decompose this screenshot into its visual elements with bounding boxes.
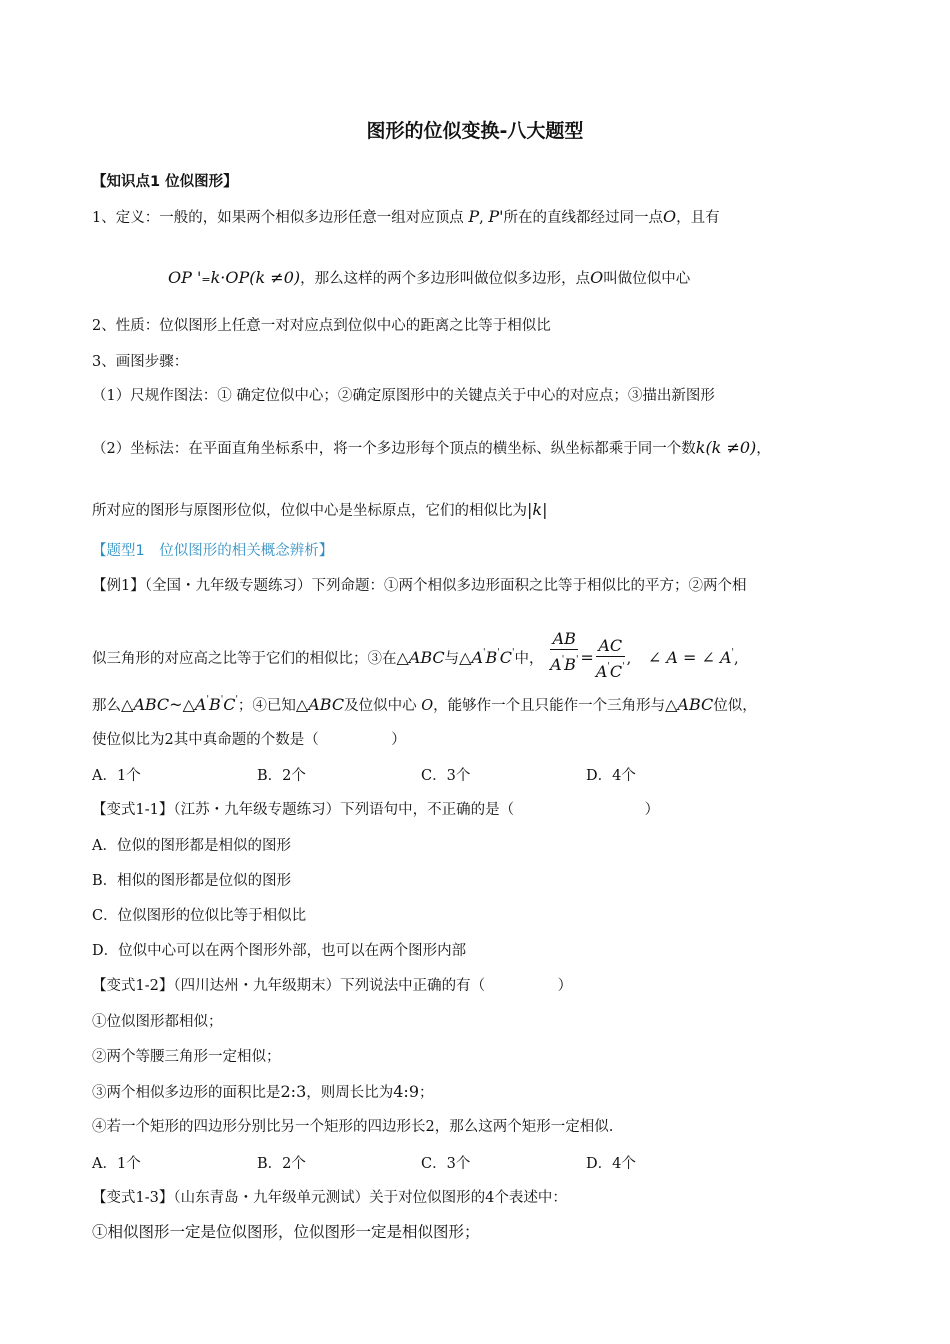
- math-B-3: B: [208, 695, 221, 714]
- math-P: P: [468, 207, 480, 226]
- example-1-text-c5: 位似，: [713, 698, 757, 714]
- variant-1-2-statement-1: ①位似图形都相似；: [92, 1014, 223, 1030]
- math-ABC-4: ABC: [677, 695, 714, 714]
- variant-1-2-text-3b: ，则周长比为: [306, 1085, 394, 1101]
- topic-1-heading: 【题型1 位似图形的相关概念辨析】: [92, 543, 334, 559]
- math-k2: k: [695, 438, 706, 457]
- math-prime-9: ': [206, 695, 209, 705]
- fraction-AC-denominator: [596, 657, 625, 682]
- math-C-1: C: [499, 648, 513, 667]
- property-line: 2、性质：位似图形上任意一对对应点到位似中心的距离之比等于相似比: [92, 318, 551, 334]
- variant-1-2-stem: 【变式1-2】（四川达州・九年级期末）下列说法中正确的有（ ）: [92, 978, 573, 994]
- example-1-line-1: 【例1】（全国・九年级专题练习）下列命题：①两个相似多边形面积之比等于相似比的平方；②两个相: [92, 578, 747, 594]
- math-prime-8: ': [731, 648, 734, 658]
- example-1-text-c1: 那么: [92, 698, 121, 714]
- example-1-option-d: D．4个: [586, 768, 636, 784]
- variant-1-1-option-b: B．相似的图形都是位似的图形: [92, 873, 292, 889]
- math-C-2: C: [609, 662, 623, 681]
- math-O: O: [663, 207, 677, 226]
- step-2-line-1: [92, 438, 771, 459]
- fraction-AC: [596, 636, 625, 682]
- math-k-not-zero: (k ≠0): [249, 268, 301, 287]
- math-prime-10: ': [220, 695, 224, 705]
- variant-1-1-option-d: D．位似中心可以在两个图形外部，也可以在两个图形内部: [92, 943, 467, 959]
- math-equals-2: =: [580, 648, 594, 667]
- math-ABC-2: ABC: [133, 695, 170, 714]
- knowledge-heading: 【知识点1 位似图形】: [92, 174, 238, 190]
- math-B-2: B: [564, 655, 576, 674]
- definition-line-1: 1、定义：一般的，如果两个相似多边形任意一组对应顶点 P, P'所在的直线都经过同一点O，且有: [92, 207, 720, 226]
- example-1-text-c4: ，能够作一个且只能作一个三角形与: [433, 698, 666, 714]
- step-2-line-2: [92, 500, 547, 521]
- variant-1-2-option-c: C．3个: [421, 1156, 471, 1172]
- example-1-line-2: 似三角形的对应高之比等于它们的相似比；③在△ABC与△A'B'C'中， $\frac{AB}{A'B'}$ = $\frac{AC}{A'C'}$ , ∠ A = ∠ A',: [92, 629, 739, 681]
- math-triangle-3: △: [121, 695, 134, 714]
- variant-1-2-option-d: D．4个: [586, 1156, 636, 1172]
- definition-line-2: [168, 268, 690, 290]
- math-prime-2: ': [497, 648, 500, 658]
- math-triangle-1: △: [396, 648, 409, 667]
- example-1-text-c3: 及位似中心: [344, 698, 417, 714]
- variant-1-3-statement-1: ①相似图形一定是位似图形，位似图形一定是相似图形；: [92, 1223, 480, 1241]
- math-ABC-1: ABC: [408, 648, 445, 667]
- math-triangle-6: △: [665, 695, 678, 714]
- math-B-1: B: [485, 648, 498, 667]
- math-angle-equality: ∠ A = ∠ A: [647, 648, 732, 667]
- math-prime-7: ': [622, 662, 625, 672]
- math-A-3: A: [595, 662, 608, 681]
- page-title: 图形的位似变换-八大题型: [366, 120, 584, 142]
- math-A-1: A: [471, 648, 484, 667]
- math-triangle-4: △: [182, 695, 195, 714]
- variant-1-1-option-c: C．位似图形的位似比等于相似比: [92, 908, 307, 924]
- definition-text-a: 1、定义：一般的，如果两个相似多边形任意一组对应顶点: [92, 210, 464, 226]
- math-O-2: O: [421, 698, 434, 714]
- variant-1-2-statement-4: ④若一个矩形的四边形分别比另一个矩形的四边形长2，那么这两个矩形一定相似.: [92, 1119, 614, 1135]
- step-2-text-c: 所对应的图形与原图形位似，位似中心是坐标原点，它们的相似比为: [92, 503, 527, 519]
- math-prime-6: ': [607, 662, 610, 672]
- math-prime-11: ': [235, 695, 238, 705]
- fraction-AC-numerator: AC: [596, 636, 625, 657]
- definition-text-d: ，那么这样的两个多边形叫做位似多边形，点: [300, 271, 591, 287]
- variant-1-2-option-b: B．2个: [257, 1156, 306, 1172]
- math-P-prime: P': [488, 207, 504, 226]
- variant-1-3-stem: 【变式1-3】（山东青岛・九年级单元测试）关于对位似图形的4个表述中：: [92, 1190, 567, 1206]
- math-A-4: A: [194, 695, 207, 714]
- example-1-text-b1: 似三角形的对应高之比等于它们的相似比；③在: [92, 651, 397, 667]
- example-1-text-b2: 与: [444, 651, 460, 667]
- example-1-line-3: [92, 690, 757, 716]
- example-1-option-c: C．3个: [421, 768, 471, 784]
- math-triangle-2: △: [459, 648, 472, 667]
- math-abs-k: |k|: [527, 500, 548, 519]
- variant-1-2-text-3c: ；: [419, 1085, 434, 1101]
- fraction-AB-denominator: [550, 650, 578, 675]
- math-ratio-area: 2:3: [280, 1082, 307, 1101]
- example-1-text-c2: ；④已知: [237, 698, 296, 714]
- steps-heading: 3、画图步骤：: [92, 354, 189, 370]
- math-prime-1: ': [483, 648, 486, 658]
- math-k: k: [210, 268, 221, 287]
- definition-text-c: ，且有: [676, 210, 720, 226]
- math-A-2: A: [550, 655, 562, 674]
- math-C-3: C: [223, 695, 236, 714]
- math-triangle-5: △: [295, 695, 309, 714]
- math-OP-prime: OP ': [168, 268, 202, 287]
- variant-1-1-stem: 【变式1-1】（江苏・九年级专题练习）下列语句中，不正确的是（ ）: [92, 802, 660, 818]
- example-1-option-a: A．1个: [92, 768, 141, 784]
- variant-1-2-statement-2: ②两个等腰三角形一定相似；: [92, 1049, 281, 1065]
- definition-text-b: 所在的直线都经过同一点: [503, 210, 663, 226]
- variant-1-1-option-a: A．位似的图形都是相似的图形: [92, 838, 291, 854]
- math-prime-3: ': [512, 648, 515, 658]
- math-k-not-zero-2: (k ≠0): [705, 438, 757, 457]
- step-2-text-b: ，: [756, 441, 771, 457]
- math-ratio-perimeter: 4:9: [393, 1082, 419, 1101]
- fraction-AB: [550, 629, 578, 675]
- math-ABC-3: ABC: [308, 695, 345, 714]
- math-O-center: O: [590, 268, 604, 287]
- math-prime-4: ': [561, 655, 565, 665]
- step-2-text-a: （2）坐标法：在平面直角坐标系中，将一个多边形每个顶点的横坐标、纵坐标都乘于同一个数: [92, 441, 696, 457]
- math-prime-5: ': [575, 655, 579, 665]
- variant-1-2-statement-3: [92, 1082, 434, 1103]
- example-1-line-4: 使位似比为2其中真命题的个数是（ ）: [92, 732, 406, 748]
- step-1: （1）尺规作图法：① 确定位似中心；②确定原图形中的关键点关于中心的对应点；③描出新图形: [92, 388, 715, 404]
- math-dot-OP: ·OP: [220, 268, 250, 287]
- fraction-AB-numerator: AB: [550, 629, 578, 650]
- variant-1-2-text-3a: ③两个相似多边形的面积比是: [92, 1085, 281, 1101]
- example-1-text-b3: 中，: [514, 651, 544, 667]
- variant-1-2-option-a: A．1个: [92, 1156, 141, 1172]
- math-similar: ~: [169, 695, 183, 714]
- math-equals: =: [201, 273, 211, 286]
- example-1-option-b: B．2个: [257, 768, 306, 784]
- definition-text-e: 叫做位似中心: [603, 271, 691, 287]
